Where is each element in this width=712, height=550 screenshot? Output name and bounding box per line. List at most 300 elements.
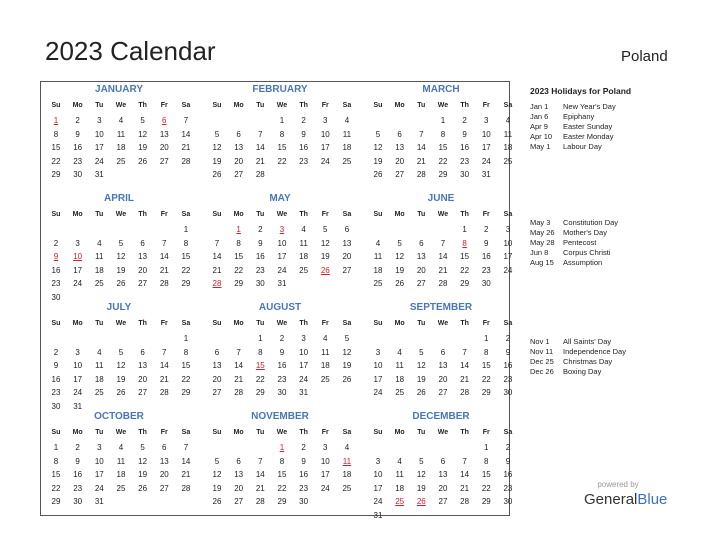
- day-cell: 29: [234, 279, 244, 288]
- holiday-row: [530, 337, 700, 347]
- day-cell: 6: [440, 347, 446, 357]
- weekday-header: Sa: [342, 320, 352, 327]
- day-cell: 24: [373, 497, 383, 506]
- month-june: [366, 191, 516, 291]
- empty-day-cell: [433, 332, 453, 346]
- day-cell: 29: [181, 279, 191, 288]
- day-cell: 29: [438, 170, 448, 179]
- day-cell: 24: [94, 156, 104, 166]
- holiday-row: [530, 367, 700, 377]
- holiday-date: Aug 15: [530, 258, 554, 267]
- day-cell: 27: [159, 483, 169, 493]
- day-cell: 30: [73, 497, 83, 506]
- month-grid: [207, 98, 355, 182]
- month-grid: [368, 316, 516, 400]
- day-cell: 24: [94, 483, 104, 493]
- day-cell: 27: [234, 170, 244, 179]
- empty-day-cell: [433, 223, 453, 237]
- day-cell: 31: [299, 388, 309, 397]
- weekday-header: Th: [138, 211, 147, 218]
- day-cell: 17: [320, 143, 330, 152]
- day-cell: 11: [95, 361, 104, 370]
- day-cell: 5: [140, 443, 145, 452]
- day-cell: 20: [234, 156, 244, 166]
- day-cell: 26: [212, 170, 222, 179]
- weekday-header: Tu: [256, 211, 265, 218]
- day-cell: 21: [416, 156, 426, 166]
- day-cell: 6: [397, 129, 402, 139]
- day-cell: 17: [503, 252, 513, 261]
- day-cell: 10: [277, 238, 287, 248]
- day-cell: 5: [140, 116, 145, 125]
- day-cell: 14: [159, 252, 169, 261]
- weekday-header: We: [276, 429, 288, 436]
- day-cell: 10: [73, 361, 83, 370]
- weekday-header: Th: [460, 429, 469, 436]
- weekday-header: Sa: [342, 429, 352, 436]
- weekday-header: We: [437, 320, 449, 327]
- day-cell: 22: [181, 374, 191, 384]
- weekday-header: Su: [212, 429, 222, 436]
- day-cell: 15: [277, 143, 287, 152]
- day-cell: 30: [503, 388, 513, 397]
- weekday-header: We: [437, 211, 449, 218]
- day-cell: 21: [159, 265, 169, 275]
- day-cell: 13: [234, 143, 244, 152]
- day-cell: 24: [73, 388, 83, 397]
- holiday-row: [530, 132, 700, 142]
- day-cell: 14: [438, 252, 448, 261]
- day-cell: 4: [344, 116, 350, 125]
- weekday-header: Su: [212, 320, 222, 327]
- day-cell: 11: [299, 238, 308, 248]
- empty-day-cell: [368, 441, 388, 455]
- holiday-name: Assumption: [563, 258, 603, 267]
- month-february: [205, 82, 355, 182]
- weekday-header: Su: [373, 102, 383, 109]
- day-cell: 27: [138, 279, 148, 288]
- day-cell: 19: [342, 361, 352, 370]
- weekday-header: Su: [373, 320, 383, 327]
- weekday-header: Th: [460, 102, 469, 109]
- day-cell: 21: [438, 265, 448, 275]
- day-cell: 2: [279, 334, 285, 343]
- day-cell: 22: [438, 156, 448, 166]
- holiday-date: Jan 6: [530, 112, 549, 121]
- day-cell: 13: [342, 238, 352, 248]
- day-cell: 9: [258, 238, 263, 248]
- day-cell: 11: [95, 252, 104, 261]
- month-grid: [46, 316, 194, 413]
- weekday-header: Fr: [160, 102, 168, 109]
- empty-day-cell: [89, 223, 109, 237]
- day-cell: 27: [234, 497, 244, 506]
- weekday-header: We: [276, 211, 288, 218]
- month-name: JANUARY: [95, 84, 143, 95]
- day-cell: 6: [236, 456, 241, 466]
- day-cell: 23: [73, 156, 83, 166]
- day-cell: 5: [419, 347, 424, 357]
- weekday-header: Fr: [321, 320, 329, 327]
- holiday-name: Easter Monday: [563, 132, 614, 141]
- day-cell: 23: [277, 374, 287, 384]
- day-cell: 23: [299, 483, 309, 493]
- day-cell: 22: [51, 483, 61, 493]
- day-cell: 28: [181, 156, 191, 166]
- day-cell: 10: [320, 129, 330, 139]
- day-cell: 7: [462, 347, 467, 357]
- empty-day-cell: [411, 223, 431, 237]
- day-cell: 22: [234, 265, 244, 275]
- day-cell: 20: [342, 252, 352, 261]
- day-cell: 20: [395, 156, 405, 166]
- weekday-header: Th: [460, 211, 469, 218]
- day-cell: 5: [118, 238, 124, 248]
- day-cell: 30: [503, 497, 513, 506]
- day-cell: 4: [118, 116, 124, 125]
- day-cell: 4: [323, 334, 328, 343]
- weekday-header: We: [437, 429, 449, 436]
- empty-day-cell: [207, 441, 227, 455]
- day-cell: 8: [279, 456, 285, 466]
- day-cell: 29: [481, 497, 491, 506]
- day-cell: 1: [258, 334, 263, 343]
- month-name: JUNE: [427, 193, 455, 204]
- day-cell: 30: [255, 279, 265, 288]
- day-cell: 7: [162, 238, 167, 248]
- empty-day-cell: [229, 441, 249, 455]
- day-cell: 12: [320, 238, 330, 248]
- holiday-group-1: [530, 86, 700, 152]
- day-cell: 5: [419, 456, 424, 466]
- day-cell: 16: [503, 361, 513, 370]
- day-cell: 1: [53, 443, 59, 452]
- day-cell: 9: [301, 456, 306, 466]
- weekday-header: Su: [51, 102, 61, 109]
- weekday-header: Sa: [181, 320, 191, 327]
- day-cell: 27: [342, 265, 352, 275]
- day-cell: 15: [481, 361, 491, 370]
- day-cell: 9: [75, 129, 80, 139]
- weekday-header: Mo: [233, 429, 244, 436]
- day-cell: 10: [320, 456, 330, 466]
- day-cell: 15: [460, 252, 470, 261]
- day-cell: 9: [53, 361, 59, 370]
- day-cell: 2: [301, 116, 306, 125]
- holiday-name: New Year's Day: [563, 102, 616, 111]
- day-cell: 24: [481, 156, 491, 166]
- weekday-header: Tu: [417, 320, 426, 327]
- empty-day-cell: [411, 441, 431, 455]
- day-cell: 16: [255, 252, 265, 261]
- day-cell: 5: [397, 238, 402, 248]
- weekday-header: Mo: [72, 320, 83, 327]
- month-name: MAY: [269, 193, 291, 204]
- day-cell: 30: [51, 401, 61, 411]
- holiday-day-cell: 1: [53, 116, 59, 125]
- day-cell: 5: [344, 334, 350, 343]
- day-cell: 25: [299, 265, 309, 275]
- weekday-header: Mo: [233, 102, 244, 109]
- day-cell: 19: [116, 374, 126, 384]
- day-cell: 14: [416, 143, 426, 152]
- day-cell: 12: [342, 347, 352, 357]
- weekday-header: Fr: [321, 211, 329, 218]
- day-cell: 18: [342, 143, 352, 152]
- holiday-row: [530, 228, 700, 238]
- day-cell: 28: [438, 279, 448, 288]
- day-cell: 19: [212, 483, 222, 493]
- holiday-date: May 28: [530, 238, 555, 247]
- empty-day-cell: [111, 332, 131, 346]
- day-cell: 18: [395, 483, 405, 493]
- day-cell: 1: [440, 116, 446, 125]
- day-cell: 19: [138, 470, 148, 479]
- day-cell: 11: [395, 361, 404, 370]
- day-cell: 31: [481, 170, 491, 179]
- empty-day-cell: [368, 223, 388, 237]
- day-cell: 3: [484, 116, 489, 125]
- month-name: JULY: [106, 302, 132, 313]
- day-cell: 20: [159, 143, 169, 152]
- brand-logo[interactable]: [584, 491, 667, 508]
- holiday-name: Christmas Day: [563, 357, 613, 366]
- day-cell: 12: [116, 361, 126, 370]
- day-cell: 24: [503, 265, 513, 275]
- weekday-header: Th: [299, 211, 308, 218]
- day-cell: 18: [299, 252, 309, 261]
- day-cell: 12: [138, 456, 148, 466]
- empty-day-cell: [133, 223, 153, 237]
- weekday-header: Th: [138, 320, 147, 327]
- day-cell: 14: [181, 129, 191, 139]
- day-cell: 7: [419, 129, 424, 139]
- day-cell: 16: [460, 143, 470, 152]
- empty-day-cell: [411, 332, 431, 346]
- weekday-header: Su: [51, 211, 61, 218]
- weekday-header: Mo: [394, 429, 405, 436]
- day-cell: 5: [118, 347, 124, 357]
- day-cell: 16: [51, 374, 61, 384]
- day-cell: 24: [277, 265, 287, 275]
- weekday-header: Fr: [482, 102, 490, 109]
- weekday-header: Fr: [482, 429, 490, 436]
- weekday-header: Mo: [394, 211, 405, 218]
- weekday-header: Su: [212, 211, 222, 218]
- day-cell: 14: [181, 456, 191, 466]
- day-cell: 1: [279, 116, 285, 125]
- day-cell: 23: [503, 483, 513, 493]
- holiday-day-cell: 11: [342, 456, 352, 466]
- day-cell: 3: [375, 456, 381, 466]
- day-cell: 11: [116, 456, 126, 466]
- day-cell: 21: [234, 374, 244, 384]
- day-cell: 20: [212, 374, 222, 384]
- weekday-header: Tu: [256, 102, 265, 109]
- weekday-header: Th: [299, 429, 308, 436]
- day-cell: 12: [138, 129, 148, 139]
- day-cell: 6: [140, 238, 145, 248]
- day-cell: 27: [416, 279, 426, 288]
- day-cell: 5: [375, 129, 381, 139]
- day-cell: 6: [344, 225, 350, 234]
- weekday-header: Tu: [417, 429, 426, 436]
- day-cell: 19: [373, 156, 383, 166]
- day-cell: 28: [460, 388, 470, 397]
- day-cell: 7: [236, 347, 241, 357]
- day-cell: 23: [503, 374, 513, 384]
- brand-blue: Blue: [637, 491, 668, 508]
- day-cell: 17: [94, 143, 104, 152]
- day-cell: 6: [140, 347, 145, 357]
- day-cell: 3: [323, 116, 328, 125]
- day-cell: 17: [73, 374, 83, 384]
- holiday-date: Apr 10: [530, 132, 553, 141]
- day-cell: 22: [181, 265, 191, 275]
- day-cell: 2: [53, 347, 59, 357]
- day-cell: 30: [277, 388, 287, 397]
- day-cell: 21: [460, 483, 470, 493]
- day-cell: 3: [75, 347, 80, 357]
- day-cell: 16: [299, 470, 309, 479]
- day-cell: 10: [94, 129, 104, 139]
- day-cell: 28: [159, 279, 169, 288]
- day-cell: 4: [344, 443, 350, 452]
- day-cell: 9: [484, 238, 489, 248]
- day-cell: 27: [138, 388, 148, 397]
- day-cell: 23: [460, 156, 470, 166]
- day-cell: 30: [73, 170, 83, 179]
- day-cell: 13: [159, 456, 169, 466]
- holiday-day-cell: 15: [255, 361, 265, 370]
- day-cell: 1: [484, 443, 489, 452]
- day-cell: 29: [481, 388, 491, 397]
- month-november: [205, 409, 355, 509]
- day-cell: 20: [234, 483, 244, 493]
- day-cell: 3: [97, 116, 102, 125]
- day-cell: 27: [159, 156, 169, 166]
- holiday-name: Easter Sunday: [563, 122, 613, 131]
- empty-day-cell: [433, 441, 453, 455]
- weekday-header: Th: [299, 320, 308, 327]
- day-cell: 7: [258, 456, 263, 466]
- day-cell: 1: [484, 334, 489, 343]
- day-cell: 25: [94, 388, 104, 397]
- day-cell: 11: [373, 252, 383, 261]
- day-cell: 18: [342, 470, 352, 479]
- day-cell: 9: [462, 129, 467, 139]
- month-grid: [46, 207, 194, 304]
- day-cell: 13: [159, 129, 169, 139]
- day-cell: 25: [503, 156, 513, 166]
- day-cell: 28: [416, 170, 426, 179]
- weekday-header: Mo: [72, 429, 83, 436]
- day-cell: 7: [214, 238, 220, 248]
- day-cell: 21: [255, 156, 265, 166]
- weekday-header: Mo: [394, 320, 405, 327]
- day-cell: 29: [255, 388, 265, 397]
- day-cell: 11: [342, 129, 352, 139]
- weekday-header: Sa: [181, 102, 191, 109]
- day-cell: 15: [51, 470, 61, 479]
- holiday-day-cell: 9: [53, 252, 59, 261]
- day-cell: 3: [97, 443, 102, 452]
- holiday-day-cell: 1: [279, 443, 285, 452]
- day-cell: 22: [277, 156, 287, 166]
- holiday-date: Apr 9: [530, 122, 548, 131]
- holiday-day-cell: 28: [212, 279, 222, 288]
- day-cell: 26: [138, 156, 148, 166]
- weekday-header: Su: [51, 429, 61, 436]
- day-cell: 27: [212, 388, 222, 397]
- day-cell: 25: [342, 483, 352, 493]
- day-cell: 18: [94, 265, 104, 275]
- day-cell: 22: [460, 265, 470, 275]
- day-cell: 10: [373, 361, 383, 370]
- day-cell: 9: [301, 129, 306, 139]
- day-cell: 15: [481, 470, 491, 479]
- day-cell: 22: [255, 374, 265, 384]
- day-cell: 19: [416, 483, 426, 493]
- weekday-header: Tu: [95, 320, 104, 327]
- day-cell: 30: [299, 497, 309, 506]
- empty-day-cell: [390, 332, 410, 346]
- month-grid: [368, 98, 516, 182]
- day-cell: 16: [73, 143, 83, 152]
- month-grid: [46, 98, 194, 182]
- empty-day-cell: [250, 114, 270, 128]
- day-cell: 12: [212, 143, 222, 152]
- day-cell: 17: [299, 361, 309, 370]
- day-cell: 9: [75, 456, 80, 466]
- day-cell: 11: [321, 347, 330, 357]
- holiday-date: Dec 25: [530, 357, 554, 366]
- day-cell: 16: [481, 252, 491, 261]
- day-cell: 2: [75, 443, 80, 452]
- day-cell: 26: [138, 483, 148, 493]
- month-name: FEBRUARY: [252, 84, 308, 95]
- day-cell: 14: [255, 143, 265, 152]
- holiday-row: [530, 347, 700, 357]
- day-cell: 31: [373, 510, 383, 520]
- weekday-header: Sa: [503, 211, 513, 218]
- day-cell: 6: [236, 129, 241, 139]
- holiday-date: Nov 11: [530, 347, 554, 356]
- weekday-header: We: [115, 211, 127, 218]
- day-cell: 3: [505, 225, 511, 234]
- weekday-header: Tu: [95, 211, 104, 218]
- day-cell: 2: [505, 443, 511, 452]
- day-cell: 21: [212, 265, 222, 275]
- weekday-header: Tu: [417, 211, 426, 218]
- month-april: [44, 191, 194, 304]
- page-title: 2023 Calendar: [45, 36, 216, 66]
- day-cell: 17: [373, 483, 383, 493]
- day-cell: 23: [481, 265, 491, 275]
- empty-day-cell: [111, 223, 131, 237]
- day-cell: 10: [481, 129, 491, 139]
- day-cell: 12: [116, 252, 126, 261]
- weekday-header: Mo: [233, 211, 244, 218]
- empty-day-cell: [68, 332, 88, 346]
- day-cell: 18: [320, 361, 330, 370]
- holiday-group-2: [530, 218, 700, 268]
- holiday-name: Epiphany: [563, 112, 595, 121]
- day-cell: 17: [320, 470, 330, 479]
- weekday-header: Fr: [321, 429, 329, 436]
- day-cell: 17: [73, 265, 83, 275]
- day-cell: 31: [94, 497, 104, 506]
